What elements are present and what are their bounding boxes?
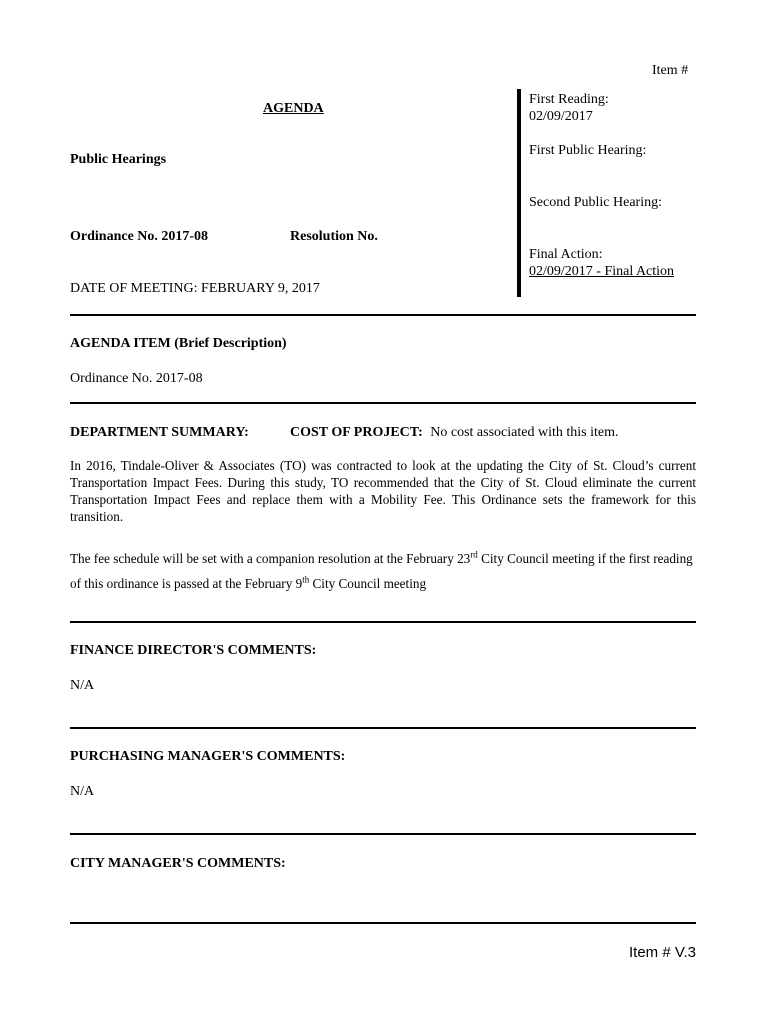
ordinal-suffix-rd: rd bbox=[470, 549, 478, 560]
finance-comments-text: N/A bbox=[70, 678, 95, 693]
purchasing-comments-text: N/A bbox=[70, 784, 95, 799]
finance-comments-heading: FINANCE DIRECTOR'S COMMENTS: bbox=[70, 643, 317, 658]
first-reading-label: First Reading: bbox=[529, 92, 609, 107]
section-divider bbox=[70, 922, 696, 924]
summary-paragraph: In 2016, Tindale-Oliver & Associates (TO) was contracted to look at the updating the City of St. Cloud’s current Transportation Impact Fees. During this study, TO recommended that the City of St. Cloud eliminate the current Transportation Impact Fees and replace them with a Mobility Fee. This Ordinance sets the framework for this transition. bbox=[70, 458, 696, 524]
final-action-label: Final Action: bbox=[529, 247, 603, 262]
section-divider bbox=[70, 402, 696, 404]
ordinance-number: Ordinance No. 2017-08 bbox=[70, 229, 209, 244]
agenda-item-heading: AGENDA ITEM (Brief Description) bbox=[70, 336, 287, 351]
second-public-hearing-label: Second Public Hearing: bbox=[529, 195, 662, 210]
fee-schedule-paragraph bbox=[70, 546, 696, 596]
purchasing-comments-heading: PURCHASING MANAGER'S COMMENTS: bbox=[70, 749, 346, 764]
section-divider bbox=[70, 314, 696, 316]
final-action-value: 02/09/2017 - Final Action bbox=[529, 264, 675, 279]
first-reading-date: 02/09/2017 bbox=[529, 109, 593, 124]
first-public-hearing-label: First Public Hearing: bbox=[529, 143, 647, 158]
section-divider bbox=[70, 727, 696, 729]
item-number-label: Item # bbox=[652, 63, 689, 78]
fee-schedule-text-2: City Council meeting if the first reading of this ordinance is passed at the February 9 bbox=[70, 551, 693, 591]
cost-of-project-text: No cost associated with this item. bbox=[430, 425, 619, 440]
cost-of-project bbox=[290, 424, 618, 441]
department-summary-heading: DEPARTMENT SUMMARY: bbox=[70, 425, 249, 440]
section-title: Public Hearings bbox=[70, 152, 167, 167]
fee-schedule-text-3: City Council meeting bbox=[309, 576, 427, 591]
agenda-title: AGENDA bbox=[263, 101, 324, 116]
city-manager-comments-heading: CITY MANAGER'S COMMENTS: bbox=[70, 856, 286, 871]
section-divider bbox=[70, 621, 696, 623]
agenda-item-text: Ordinance No. 2017-08 bbox=[70, 371, 203, 386]
ordinal-suffix-th: th bbox=[302, 574, 310, 585]
fee-schedule-text-1: The fee schedule will be set with a companion resolution at the February 23 bbox=[70, 551, 471, 566]
cost-of-project-label: COST OF PROJECT: bbox=[290, 425, 423, 440]
resolution-number: Resolution No. bbox=[290, 229, 378, 244]
readings-divider bbox=[517, 89, 521, 297]
meeting-date: DATE OF MEETING: FEBRUARY 9, 2017 bbox=[70, 281, 320, 296]
section-divider bbox=[70, 833, 696, 835]
footer-item-number: Item # V.3 bbox=[629, 944, 696, 961]
